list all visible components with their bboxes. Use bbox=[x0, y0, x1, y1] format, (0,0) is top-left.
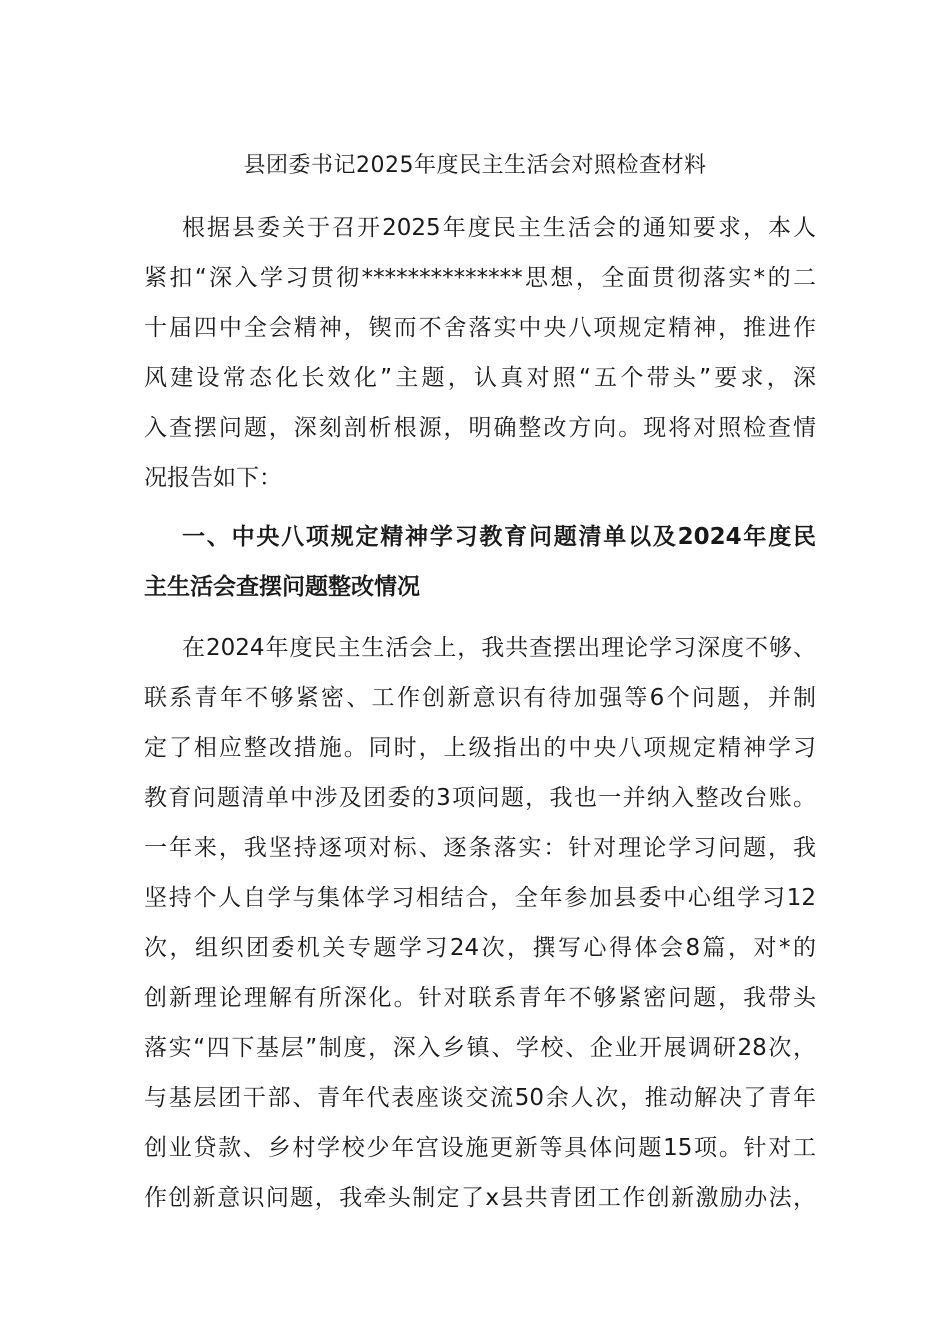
paragraph-line: 教育问题清单中涉及团委的3项问题，我也一并纳入整改台账。 bbox=[144, 785, 816, 811]
paragraph-line: 一年来，我坚持逐项对标、逐条落实：针对理论学习问题，我 bbox=[144, 835, 816, 861]
paragraph-line: 联系青年不够紧密、工作创新意识有待加强等6个问题，并制 bbox=[144, 685, 816, 711]
paragraph-line: 与基层团干部、青年代表座谈交流50余人次，推动解决了青年 bbox=[144, 1085, 816, 1111]
paragraph-line: 在2024年度民主生活会上，我共查摆出理论学习深度不够、 bbox=[182, 635, 816, 661]
paragraph-line: 根据县委关于召开2025年度民主生活会的通知要求，本人 bbox=[182, 215, 816, 241]
paragraph-line: 紧扣“深入学习贯彻**************思想，全面贯彻落实*的二 bbox=[144, 265, 816, 291]
paragraph-line: 创新理论理解有所深化。针对联系青年不够紧密问题，我带头 bbox=[144, 985, 816, 1011]
paragraph-line: 况报告如下： bbox=[144, 465, 282, 491]
document-title: 县团委书记2025年度民主生活会对照检查材料 bbox=[243, 153, 707, 178]
section-paragraph bbox=[144, 623, 816, 1223]
paragraph-line: 风建设常态化长效化”主题，认真对照“五个带头”要求，深 bbox=[144, 365, 816, 391]
paragraph-line: 定了相应整改措施。同时，上级指出的中央八项规定精神学习 bbox=[144, 735, 816, 761]
section-heading bbox=[144, 512, 816, 612]
intro-paragraph bbox=[144, 203, 816, 503]
paragraph-line: 入查摆问题，深刻剖析根源，明确整改方向。现将对照检查情 bbox=[144, 415, 816, 441]
paragraph-line: 十届四中全会精神，锲而不舍落实中央八项规定精神，推进作 bbox=[144, 315, 816, 341]
heading-line: 一、中央八项规定精神学习教育问题清单以及2024年度民 bbox=[182, 524, 816, 550]
heading-line: 主生活会查摆问题整改情况 bbox=[144, 574, 420, 600]
paragraph-line: 次，组织团委机关专题学习24次，撰写心得体会8篇，对*的 bbox=[144, 935, 816, 961]
paragraph-line: 作创新意识问题，我牵头制定了x县共青团工作创新激励办法， bbox=[144, 1185, 816, 1211]
paragraph-line: 落实“四下基层”制度，深入乡镇、学校、企业开展调研28次， bbox=[144, 1035, 816, 1061]
paragraph-line: 坚持个人自学与集体学习相结合，全年参加县委中心组学习12 bbox=[144, 885, 816, 911]
paragraph-line: 创业贷款、乡村学校少年宫设施更新等具体问题15项。针对工 bbox=[144, 1135, 816, 1161]
